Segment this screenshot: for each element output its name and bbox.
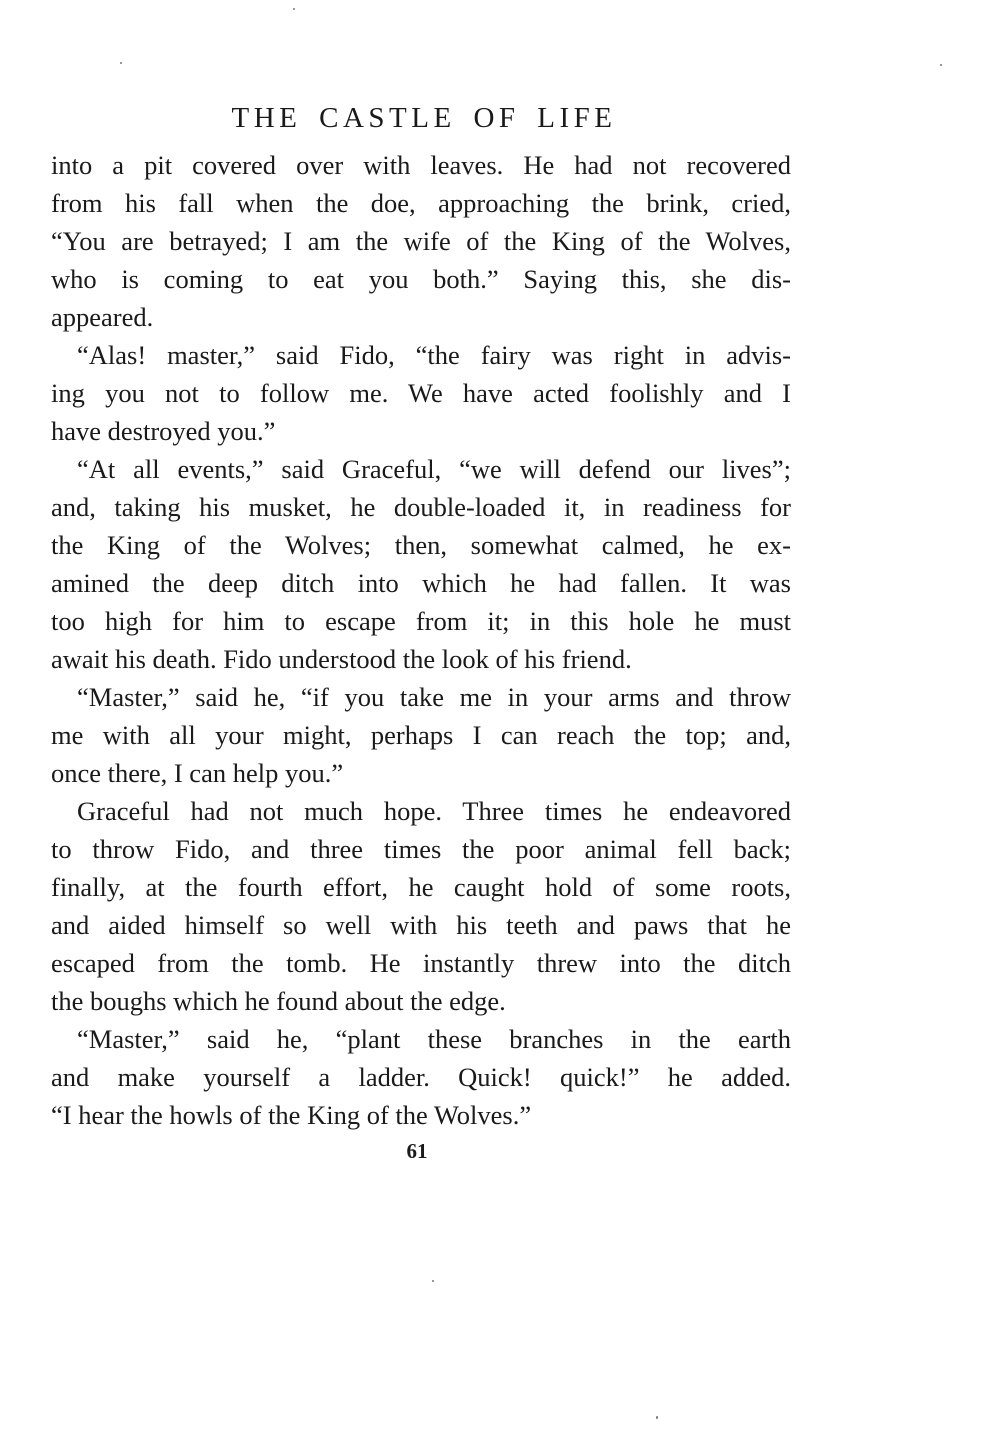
text-line: too high for him to escape from it; in this hole he must — [51, 606, 791, 636]
paragraph-4 — [51, 678, 791, 792]
text-line: appeared. — [51, 302, 154, 332]
text-line: “You are betrayed; I am the wife of the King of the Wolves, — [51, 226, 791, 256]
running-head: THE CASTLE OF LIFE — [231, 102, 617, 134]
paragraph-5 — [51, 792, 791, 1020]
paragraph-2 — [51, 336, 791, 450]
text-line: Graceful had not much hope. Three times he endeavored — [77, 796, 791, 826]
text-line: finally, at the fourth effort, he caught hold of some roots, — [51, 872, 791, 902]
text-line: into a pit covered over with leaves. He had not recovered — [51, 150, 791, 180]
text-line: “I hear the howls of the King of the Wolves.” — [51, 1100, 532, 1130]
text-line: “Master,” said he, “plant these branches in the earth — [77, 1024, 791, 1054]
text-line: “Alas! master,” said Fido, “the fairy was right in advis- — [77, 340, 791, 370]
scan-speck — [120, 62, 122, 64]
page-number: 61 — [406, 1139, 428, 1163]
text-line: once there, I can help you.” — [51, 758, 344, 788]
text-line: from his fall when the doe, approaching the brink, cried, — [51, 188, 791, 218]
text-line: the boughs which he found about the edge. — [51, 986, 506, 1016]
scan-speck — [293, 8, 295, 10]
text-line: “At all events,” said Graceful, “we will defend our lives”; — [77, 454, 791, 484]
text-line: and, taking his musket, he double-loaded it, in readiness for — [51, 492, 791, 522]
text-line: ing you not to follow me. We have acted foolishly and I — [51, 378, 791, 408]
text-line: and aided himself so well with his teeth and paws that he — [51, 910, 791, 940]
text-line: me with all your might, perhaps I can reach the top; and, — [51, 720, 791, 750]
scan-speck — [656, 1416, 658, 1419]
text-line: await his death. Fido understood the look of his friend. — [51, 644, 632, 674]
body-text — [51, 146, 791, 1134]
paragraph-3 — [51, 450, 791, 678]
scan-speck — [432, 1280, 434, 1282]
text-line: “Master,” said he, “if you take me in your arms and throw — [77, 682, 791, 712]
text-line: and make yourself a ladder. Quick! quick!” he added. — [51, 1062, 791, 1092]
scan-speck — [940, 64, 942, 66]
text-line: escaped from the tomb. He instantly threw into the ditch — [51, 948, 791, 978]
text-line: the King of the Wolves; then, somewhat calmed, he ex- — [51, 530, 791, 560]
text-line: who is coming to eat you both.” Saying this, she dis- — [51, 264, 791, 294]
paragraph-1 — [51, 146, 791, 336]
paragraph-6 — [51, 1020, 791, 1134]
text-line: to throw Fido, and three times the poor animal fell back; — [51, 834, 791, 864]
text-line: amined the deep ditch into which he had fallen. It was — [51, 568, 791, 598]
text-line: have destroyed you.” — [51, 416, 276, 446]
